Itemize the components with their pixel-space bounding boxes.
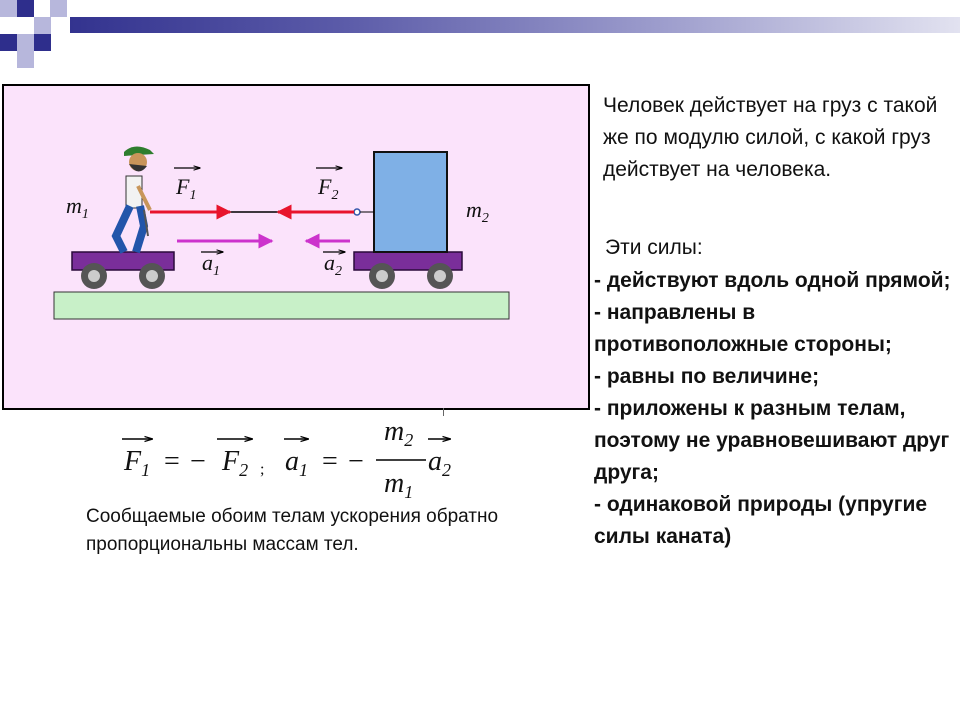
list-item: - одинаковой природы (упругие силы каната) [594,493,928,548]
forces-heading: Эти силы: [605,236,703,259]
formula-eq1: = [164,446,180,477]
forces-list [594,265,954,553]
label-f1: $F_1$ [176,174,197,203]
formula-separator: ; [260,461,265,478]
header-square [17,0,34,17]
man-figure [116,146,154,252]
formula-f1: $F_1$ [124,446,151,480]
formula-m2: $m_2$ [384,416,414,450]
conclusion-text: Сообщаемые обоим телам ускорения обратно пропорциональны массам тел. [86,506,499,555]
ground-platform [54,292,509,319]
label-a1: $a_1$ [202,250,220,279]
label-a2: $a_2$ [324,250,342,279]
formula-m1: $m_1$ [384,468,414,502]
list-item: - равны по величине; [594,365,820,388]
cargo-box [374,152,447,252]
formula-f2: $F_2$ [222,446,249,480]
header-square [0,34,17,51]
formula-minus2: − [348,446,364,477]
header-square [17,34,34,51]
left-cart [72,252,174,289]
physics-figure [2,84,590,410]
formula-a2: $a_2$ [428,446,451,480]
label-m1: $m_1$ [66,193,89,222]
header-square [17,51,34,68]
formula-a1: $a_1$ [285,446,308,480]
list-item: - направлены в противоположные стороны; [594,301,892,356]
header-square [34,34,51,51]
header-square [50,0,67,17]
list-item: - действуют вдоль одной прямой; [594,269,951,292]
formula-minus1: − [190,446,206,477]
right-cart [354,252,462,289]
formula-eq2: = [322,446,338,477]
label-f2: $F_2$ [318,174,339,203]
intro-text: Человек действует на груз с такой же по модулю силой, с какой груз действует на человека. [603,94,938,181]
rope-hook [354,209,360,215]
formula [112,414,472,511]
header-square [34,17,51,34]
label-m2: $m_2$ [466,197,489,226]
header-band [70,17,960,33]
list-item: - приложены к разным телам, поэтому не уравновешивают друг друга; [594,397,950,484]
header-square [0,0,17,17]
